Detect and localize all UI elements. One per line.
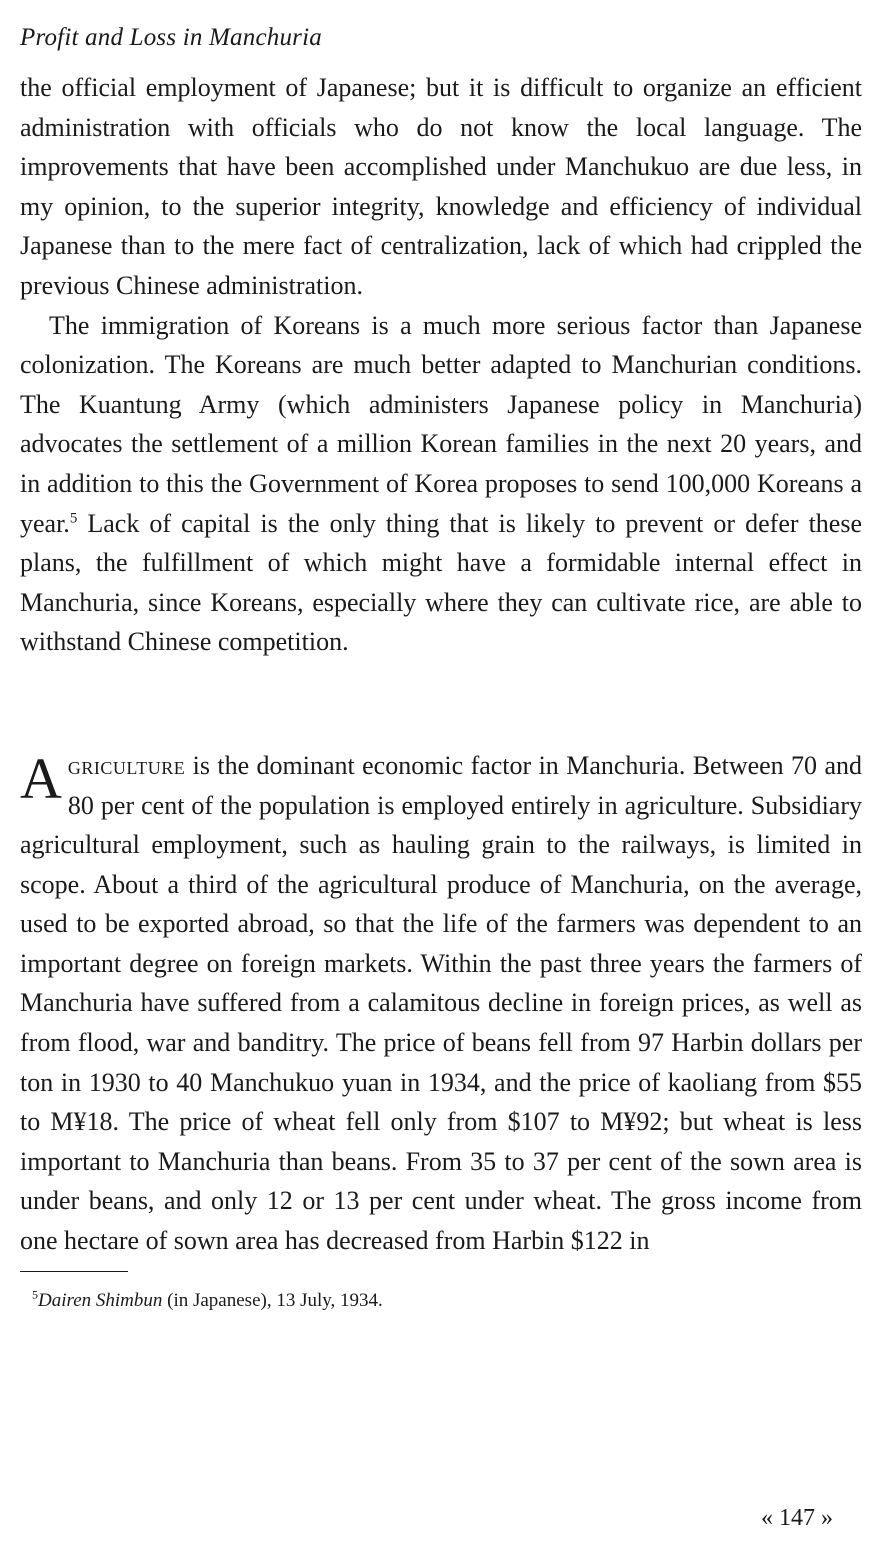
- footnote-rule: [20, 1271, 128, 1272]
- paragraph-text: is the dominant economic factor in Manchuria. Between 70 and 80 per cent of the population is employed entirely in agriculture. Subsidiary agricultural employment, such as hauling grain to the railways, is limited in scope. About a third of the agricultural produce of Manchuria, on the average, used to be exported abroad, so that the life of the farmers was dependent to an important degree on foreign markets. Within the past three years the farmers of Manchuria have suffered from a calamitous decline in foreign prices, as well as from flood, war and banditry. The price of beans fell from 97 Harbin dollars per ton in 1930 to 40 Manchukuo yuan in 1934, and the price of kaoliang from $55 to M¥18. The price of wheat fell only from $107 to M¥92; but wheat is less important to Manchuria than beans. From 35 to 37 per cent of the sown area is under beans, and only 12 or 13 per cent under wheat. The gross income from one hectare of sown area has decreased from Harbin $122 in: [20, 750, 862, 1256]
- paragraph-continuation: the official employment of Japanese; but it is difficult to organize an efficient administration with officials who do not know the local language. The improvements that have been accomplished under Manchukuo are due less, in my opinion, to the superior integrity, knowledge and efficiency of individual Japanese than to the mere fact of centralization, lack of which had crippled the previous Chinese administration.: [20, 73, 862, 300]
- paragraph-text: The immigration of Koreans is a much more serious factor than Japanese colonization. The Koreans are much better adapted to Manchurian conditions. The Kuantung Army (which administers Japanese policy in Manchuria) advocates the settlement of a million Korean families in the next 20 years, and in addition to this the Government of Korea proposes to send 100,000 Koreans a year.: [20, 310, 862, 538]
- footnote-marker: 5: [32, 1287, 38, 1302]
- paragraph-text: Lack of capital is the only thing that is likely to prevent or defer these plans, the fulfillment of which might have a formidable internal effect in Manchuria, since Koreans, especially where they can cultivate rice, are able to withstand Chinese competition.: [20, 508, 862, 657]
- drop-cap: A: [20, 745, 62, 811]
- footnote-reference: 5: [69, 509, 78, 526]
- footnote-source: Dairen Shimbun: [38, 1289, 163, 1311]
- footnote-text: (in Japanese), 13 July, 1934.: [162, 1289, 383, 1311]
- small-caps-opening: griculture: [67, 750, 186, 780]
- book-page: [20, 20, 862, 1316]
- footnote: [32, 1286, 862, 1316]
- page-number: « 147 »: [761, 1505, 833, 1531]
- paragraph-korean-immigration: [20, 306, 862, 662]
- paragraph-agriculture: [20, 746, 862, 1261]
- section-break: [20, 662, 862, 746]
- running-head: Profit and Loss in Manchuria: [20, 24, 322, 51]
